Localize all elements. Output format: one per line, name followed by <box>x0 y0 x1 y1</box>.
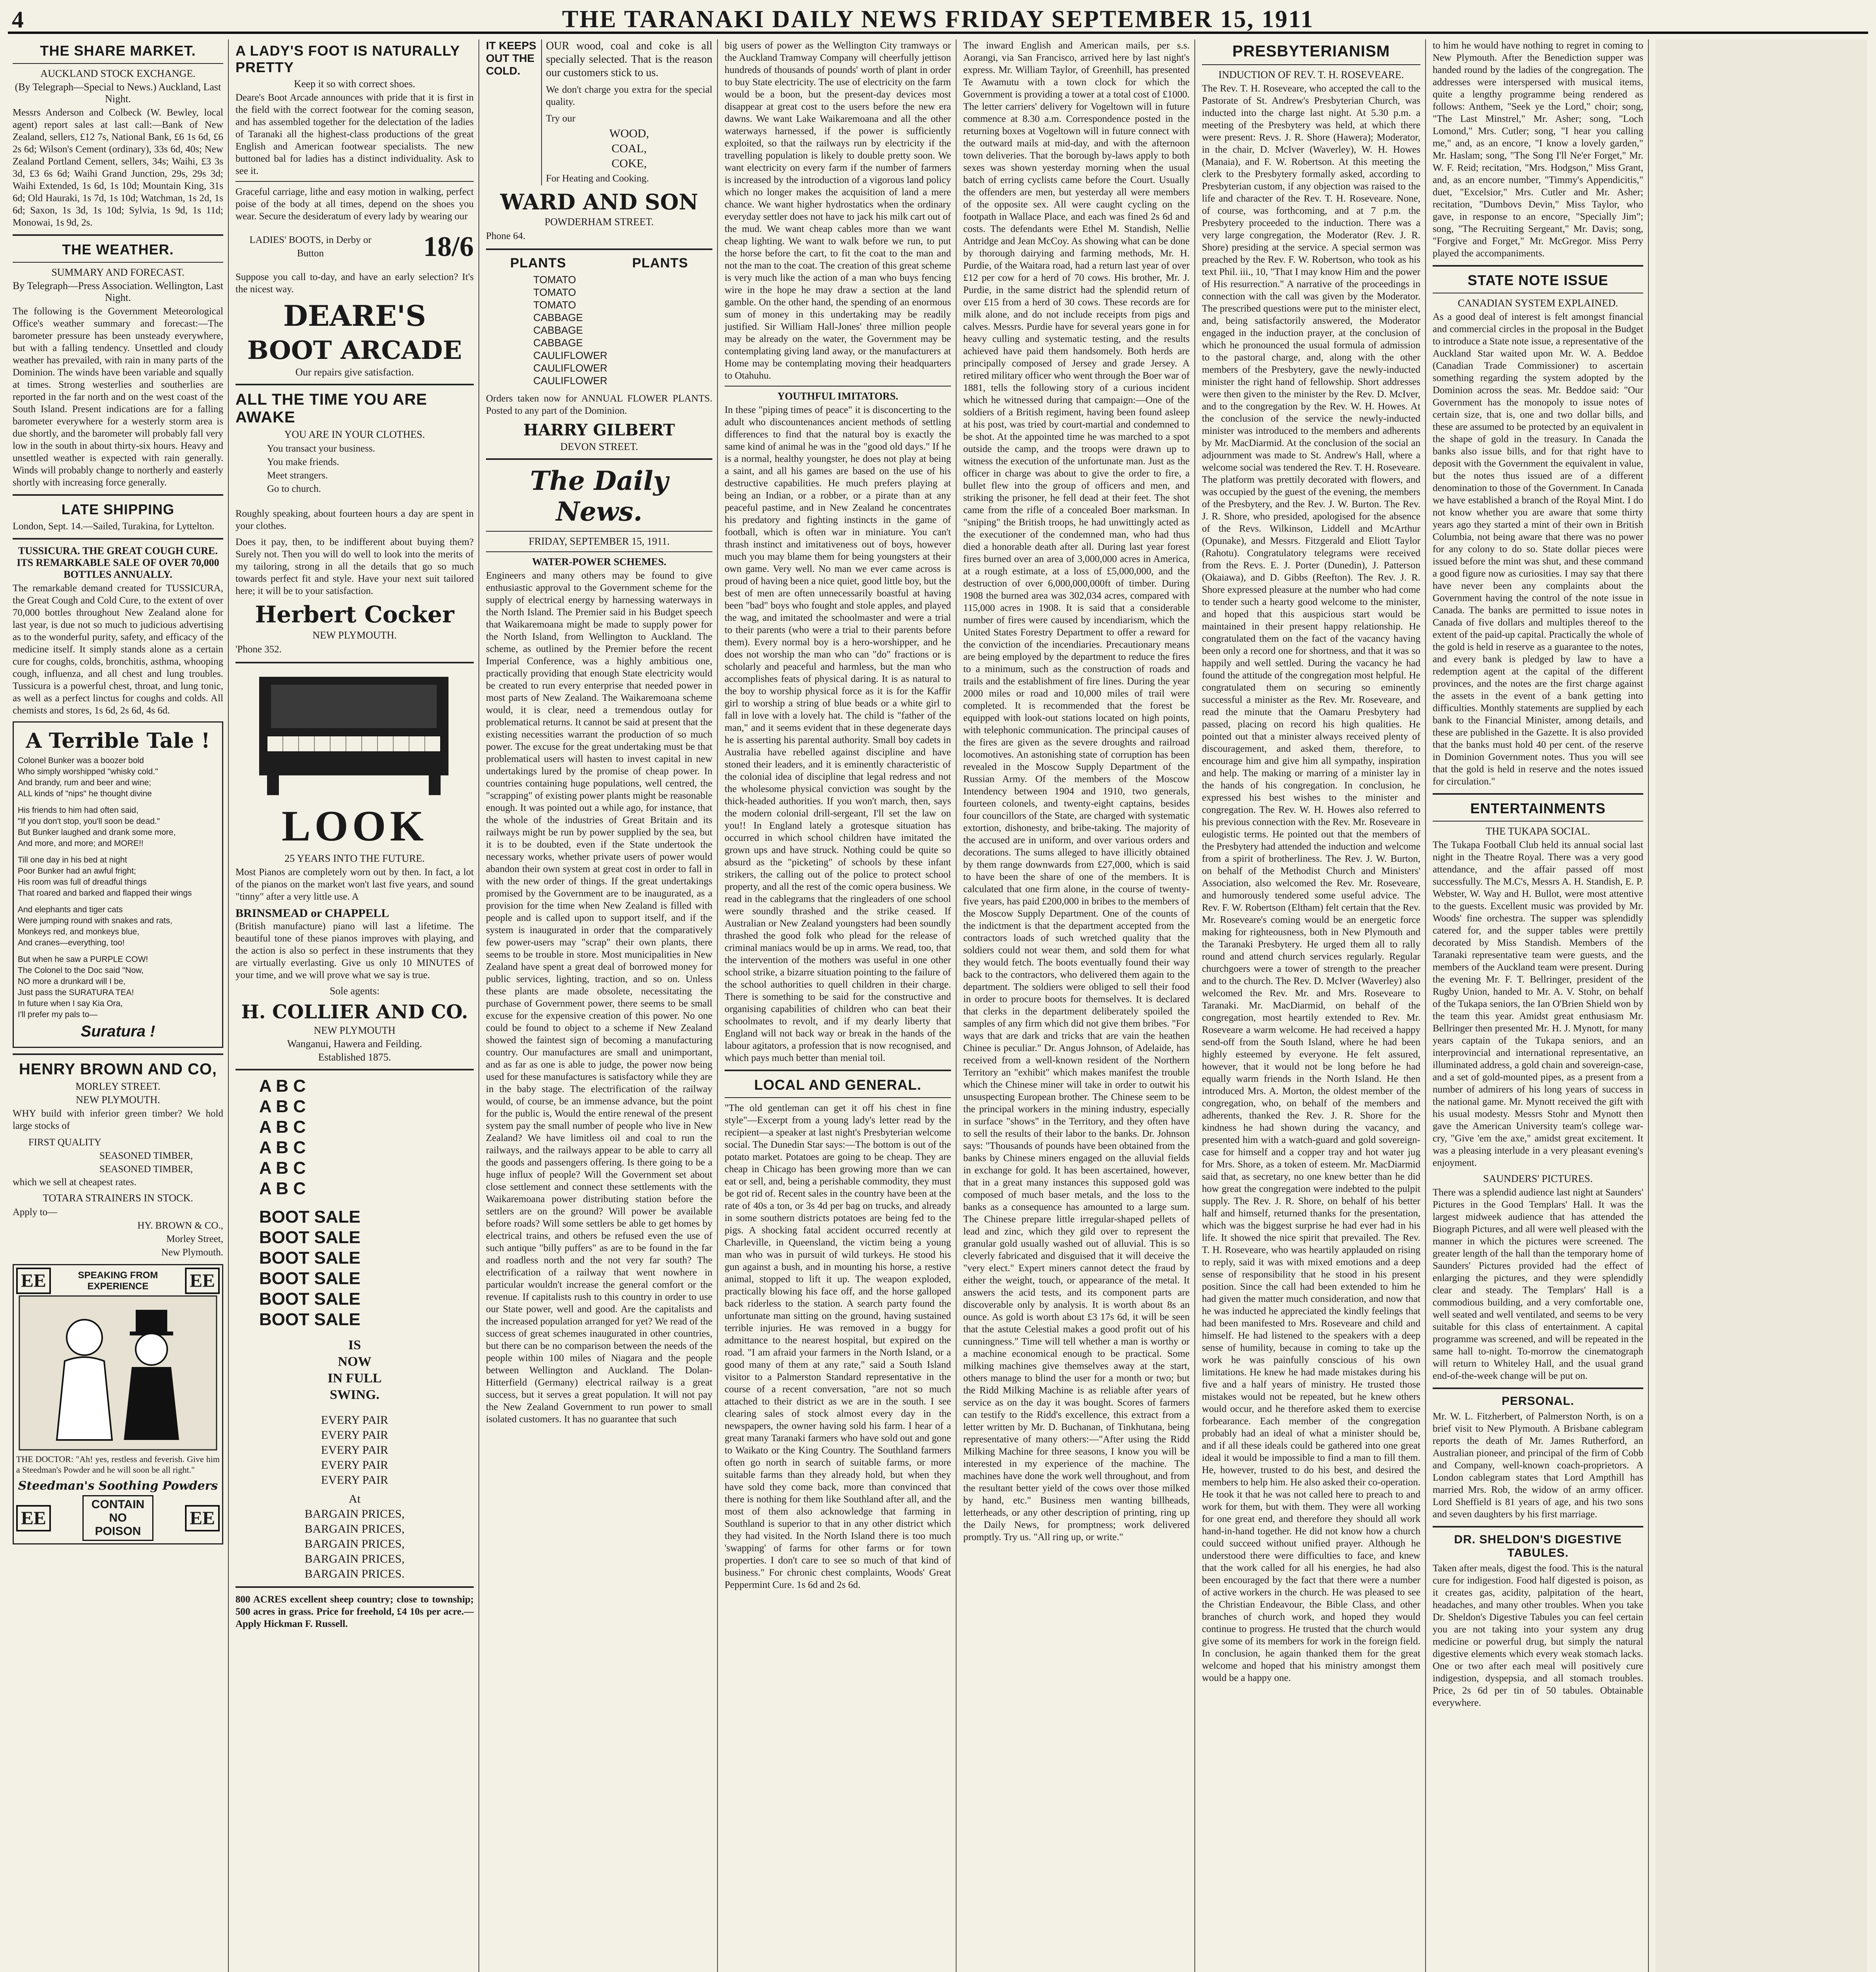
weather-telegraph: By Telegraph—Press Association. Wellington, Last Night. <box>13 280 223 303</box>
column-1 <box>8 39 229 1972</box>
tussicura-body: The remarkable demand created for TUSSICURA, the Great Cough and Cold Cure, to the extent of over 70,000 bottles throughout New Zealand alone for last year, is due not so much to judicious advertising as to the wonderful purity, safety, and efficacy of the medicine itself. It simply stands alone as a certain cure for coughs, colds, bronchitis, asthma, whooping cough, influenza, and all chest and lung troubles. Tussicura is a powerful chest, throat, and lung tonic, as well as a perfect linctus for coughs and colds. All chemists and stores, 1s 6d, 2s 6d, 4s 6d. <box>13 583 223 716</box>
water-power-continued: big users of power as the Wellington City tramways or the Auckland Tramway Company will cheerfully jettison hundreds of thousands of pounds' worth of plant in order to buy State electricity. The use of electricity on the farm would be a boon, but the present-day devices most disappear at great cost to the users before the new era dawns. We want Lake Waikaremoana and all the other waterways harnessed, if the power is sufficiently exploited, so that the railways run by electricity if the travelling population is likely to double pretty soon. We want electricity on every farm if the number of farmers is increased by the introduction of a vigorous land policy which no longer makes the acquisition of land a mere chance. We want higher hydrostatics when the ordinary everyday settler does not have to jack his milk cart out of the mud. We want cheap cables more than we want cheap lighting. We want to walk before we run, to put the horse before the cart, to fit the coat to the man and not the man to the coat. The creation of this great scheme is very much like the action of a man who buys fencing wire in the hope he may draw a section at the land gamble. On the other hand, the spending of an enormous sum of money in this undertaking may be readily justified. Sir William Hall-Jones' three million people may be already on the water, the Government may be contemplating giving land away, or the manufacturers at Home may be contemplating moving their headquarters to Otahuhu. <box>725 40 951 381</box>
poem-line: ALL kinds of "nips" he thought divine <box>18 789 152 798</box>
henry-brown-body: WHY build with inferior green timber? We hold large stocks of <box>13 1108 223 1131</box>
poem-line: And elephants and tiger cats <box>18 905 123 914</box>
boot-arcade-name: BOOT ARCADE <box>247 336 462 365</box>
plant-item: CAULIFLOWER <box>533 362 607 374</box>
henry-brown-address: Morley Street, <box>166 1234 223 1244</box>
share-market-heading: THE SHARE MARKET. <box>40 43 196 59</box>
herbert-cocker-name: Herbert Cocker <box>255 601 454 628</box>
poem-line: Colonel Bunker was a boozer bold <box>18 756 144 765</box>
totara-line: TOTARA STRAINERS IN STOCK. <box>43 1192 193 1204</box>
abc-line: A B C <box>259 1158 306 1178</box>
column-7 <box>1428 39 1649 1972</box>
poem-line: But Bunker laughed and drank some more, <box>18 828 176 837</box>
stock-exchange-subhead: AUCKLAND STOCK EXCHANGE. <box>40 68 196 79</box>
sheldon-heading: DR. SHELDON'S DIGESTIVE TABULES. <box>1454 1533 1622 1559</box>
awake-body2: Does it pay, then, to be indifferent about buying them? Surely not. Then you will do well to look into the merits of my tailoring, strong in all the details that go so much towards perfect fit and style. Have your next suit tailored here; it will be to your satisfaction. <box>235 537 474 596</box>
doctor-and-child-illustration <box>17 1294 219 1452</box>
sale-swing: SWING. <box>330 1387 379 1402</box>
ward-and-son-name: WARD AND SON <box>500 189 698 215</box>
awake-line: You transact your business. <box>267 443 375 454</box>
boot-price: 18/6 <box>423 231 474 262</box>
saunders-subhead: SAUNDERS' PICTURES. <box>1483 1173 1593 1184</box>
deares-name: DEARE'S <box>283 299 426 332</box>
poem-line: NO more a drunkard will I be, <box>18 977 126 986</box>
personal-heading: PERSONAL. <box>1501 1395 1575 1408</box>
gilbert-street: DEVON STREET. <box>560 441 638 452</box>
deare-body3: Suppose you call to-day, and have an early selection? It's the nicest way. <box>235 272 474 295</box>
suratura-brand: Suratura ! <box>80 1023 155 1040</box>
awake-heading: ALL THE TIME YOU ARE AWAKE <box>235 391 427 426</box>
heating-line: For Heating and Cooking. <box>546 173 649 184</box>
presbyterianism-body: The Rev. T. H. Roseveare, who accepted the call to the Pastorate of St. Andrew's Presbyterian Church, was inducted into the charge last night. At 5.30 p.m. a meeting of the Presbytery was held, at which there were present: Revs. J. R. Shore (Hawera); Moderator, in the chair, D. McIver (Waverley), W. H. Howes (Manaia), and F. W. Robertson. At this meeting the clerk to the Presbytery formally asked, according to Presbyterian custom, if any objection was raised to the life and character of the Rev. T. H. Roseveare. None, of course, was forthcoming, and at 7 p.m. the Presbytery proceeded to the induction. There was a very large congregation, the Moderator (Rev. J. R. Shore) presiding at the service. A special sermon was preached by the Rev. F. W. Robertson, who took as his text Phil. iii., 10, "That I may know Him and the power of His resurrection." A narrative of the proceedings in connection with the call was given by the Moderator. The prescribed questions were put to the minister elect, and, being satisfactorily answered, the Moderator engaged in the induction prayer, at the conclusion of which he pronounced the usual formula of admission to the pastoral charge, and, along with the other members of the Presbytery, gave the newly-inducted minister the right hand of fellowship. Short addresses were then given to the minister by the Rev. D. McIver, and to the congregation by the Rev. W. H. Howes. At the conclusion of the service the newly-inducted minister was introduced to the members and adherents by Mr. MacDiarmid. At the conclusion of the social an adjournment was made to St. Andrew's Hall, where a welcome social was tendered the Rev. T. H. Roseveare. The platform was prettily decorated with flowers, and was occupied by the guest of the evening, the members of the Presbytery, and the Rev. J. W. Burton. The Rev. J. R. Shore, who presided, apologised for the absence of the Revs. Wilkinson, Liddell and McArthur (Opunake), and Messrs. Fitzgerald and Eliott Taylor (Rahotu). Congratulatory telegrams were received from the Revs. E. J. Porter (Dunedin), J. Patterson (Okaiawa), and D. Gibbs (Reefton). The Rev. J. R. Shore expressed pleasure at the number who had come to tender such a hearty good welcome to the minister, and hoped that this auspicious start would be maintained in their present happy relationship. He congratulated them on the fact of the vacancy having been only a record one for shortness, and that it was so happily and well settled. During the vacancy he had found the attitude of the congregation most helpful. He congratulated them on securing so eminently successful a minister as the Rev. Mr. Roseveare, and read the minute that the Oamaru Presbytery had passed, placing on record his high qualities. He pointed out that a minister always received plenty of discouragement, and asked them, therefore, to encourage him and give him all sympathy, inspiration and help. The making or marring of a minister lay in the hands of his congregation. In conclusion, he expressed his best wishes to the minister and congregation. The Rev. W. H. Howes also referred to his previous connection with the Rev. Mr. Roseveare in eulogistic terms. He pointed out that the members of the Presbytery had attended the induction and welcome from a spirit of brotherliness. The Rev. J. W. Burton, on behalf of the Methodist Church and Ministers' Association, also welcomed the Rev. Mr. Roseveare, and humorously tendered some useful advice. The Rev. F. W. Robertson (Eltham) felt certain that the Rev. Mr. Roseveare's coming would be an energetic force making for righteousness, both in New Plymouth and the Taranaki Presbytery. He urged them all to rally round and attend church services regularly. Regular churchgoers were a tower of strength to the preacher and to the church. The Rev. D. McIver (Waverley) also welcomed the Rev. Mr. and Mrs. Roseveare to Taranaki. Mr. MacDiarmid, on behalf of the congregation, most heartily extended to Rev. Mr. Roseveare a warm welcome. He had received a happy send-off from the South Island, where he had been highly esteemed by everyone. He felt assured, however, that it would not be long before he had equally warm friends in the North Island. He then introduced Mrs. A. Morton, the oldest member of the congregation, who, on behalf of the members and adherents, thanked the Rev. J. R. Shore for the kindness he had shown during the vacancy, and presented him with a watch-guard and gold sovereign-case for himself and a copper tray and hot water jug for Mrs. Shore, as a token of esteem. Mr. MacDiarmid said that, as secretary, no one knew better than he did how great the congregation were indebted to the pulpit supply. The Rev. J. R. Shore, on behalf of his better half and himself, returned thanks for the presentation, which was the biggest surprise he had ever had in his life. It showed the nice spirit that prevailed. The Rev. T. H. Roseveare, who was heartily applauded on rising to reply, said it was with mixed emotions and a deep sense of responsibility that he stood in his present position. Since the call had been extended to him he had given the matter much consideration, and now that he was inducted he appreciated the kindly feelings that had been manifested to Mrs. Roseveare and child and himself. He had listened to the speakers with a deep sense of humility, because in coming to take up the work he was painfully conscious of his own limitations. He knew he had made mistakes during his five and a half years of ministry. He trusted those mistakes would not be repeated, but he knew others would occur, and he therefore asked them to exercise forbearance. Each member of the congregation probably had an ideal of what a minister should be, and if all these ideals could be gathered into one great ideal it would be impossible to find a man to fill them. He, however, trusted to do his best, and desired the members to help him. He also asked their co-operation. He took it that he was not called here to preach to and work for them, but with them. They were all working for one great end, and therefore they should all work hand-in-hand together. He did not know how a church could succeed without unified prayer. Although he understood there were difficulties to face, and knew that the work called for all his energies, he had also been encouraged by the fact that there were a number of active workers in the church. He was pleased to see the Christian Endeavour, the Bible Class, and other branches of church work, and hoped they would continue to progress. He trusted that the church would give some of its members for work in the foreign field. In conclusion, he again thanked them for the great welcome and hoped that his ministry amongst them would be a happy one. <box>1202 83 1421 1683</box>
abc-line: A B C <box>259 1076 306 1096</box>
newspaper-title: THE TARANAKI DAILY NEWS FRIDAY SEPTEMBER 15, 1911 <box>562 6 1314 33</box>
column-4 <box>720 39 957 1972</box>
plant-item: TOMATO <box>533 299 576 311</box>
poem-line: "If you don't stop, you'll soon be dead." <box>18 817 160 826</box>
deare-sub: Keep it so with correct shoes. <box>294 78 415 90</box>
plants-order: Orders taken now for ANNUAL FLOWER PLANTS. Posted to any part of the Dominion. <box>486 393 712 416</box>
every-pair-line: EVERY PAIR <box>321 1429 389 1442</box>
henry-brown-body2: which we sell at cheapest rates. <box>13 1177 136 1188</box>
badge-line: NO <box>109 1511 127 1524</box>
column-2 <box>231 39 479 1972</box>
badge-line: CONTAIN <box>91 1498 145 1511</box>
badge-line: POISON <box>95 1525 141 1538</box>
ee-logo: EE <box>185 1505 220 1531</box>
boot-sale-line: BOOT SALE <box>259 1248 361 1268</box>
share-telegraph: (By Telegraph—Special to News.) Auckland, Last Night. <box>15 81 221 105</box>
ee-logo: EE <box>185 1268 220 1294</box>
ward-street: POWDERHAM STREET. <box>544 216 654 228</box>
ee-logo: EE <box>16 1268 51 1294</box>
coke-item: COKE, <box>611 157 647 170</box>
deare-body2: Graceful carriage, lithe and easy motion in walking, perfect poise of the body at all times, depend on the shoes you wear. Secure the desideratum of every lady by wearing our <box>235 187 474 222</box>
coal-item: COAL, <box>611 142 647 155</box>
induction-subhead: INDUCTION OF REV. T. H. ROSEVEARE. <box>1218 69 1404 80</box>
column-8-margin <box>1651 39 1872 1972</box>
poem-line: Just pass the SURATURA TEA! <box>18 988 134 997</box>
poem-line: And cranes—everything, too! <box>18 938 125 947</box>
henry-brown-title: HENRY BROWN AND CO, <box>19 1061 217 1078</box>
timber-line: SEASONED TIMBER, <box>99 1164 193 1175</box>
issue-date: FRIDAY, SEPTEMBER 15, 1911. <box>529 536 670 547</box>
tussicura-heading: TUSSICURA. THE GREAT COUGH CURE. ITS REMARKABLE SALE OF OVER 70,000 BOTTLES ANNUALLY. <box>17 545 219 580</box>
try-our: Try our <box>546 113 576 124</box>
cocker-town: NEW PLYMOUTH. <box>312 629 397 641</box>
doctor-quote: THE DOCTOR: "Ah! yes, restless and feverish. Give him a Steedman's Powder and he will soon be all right." <box>16 1454 220 1475</box>
collier-est: Established 1875. <box>318 1051 391 1063</box>
henry-brown-town: NEW PLYMOUTH. <box>76 1094 160 1106</box>
poem-line: Till one day in his bed at night <box>18 855 127 865</box>
wood-item: WOOD, <box>609 127 649 140</box>
plant-item: CABBAGE <box>533 324 583 336</box>
boot-sale-line: BOOT SALE <box>259 1310 361 1329</box>
bargain-line: BARGAIN PRICES, <box>305 1522 405 1535</box>
cocker-phone: 'Phone 352. <box>235 644 282 655</box>
terrible-tale-title: A Terrible Tale ! <box>26 729 210 753</box>
poem-line: The Colonel to the Doc said "Now, <box>18 966 144 975</box>
ee-logo: EE <box>16 1505 51 1531</box>
every-pair-line: EVERY PAIR <box>321 1414 389 1427</box>
awake-line: You make friends. <box>267 457 339 467</box>
ladies-boots-line: LADIES' BOOTS, in Derby or Button <box>249 234 372 259</box>
wood-body: OUR wood, coal and coke is all specially selected. That is the reason our customers stick to us. <box>546 40 712 79</box>
poem-line: And brandy, rum and beer and wine; <box>18 778 151 787</box>
collier-branch: Wanganui, Hawera and Feilding. <box>287 1038 422 1049</box>
collier-name: H. COLLIER AND CO. <box>241 1001 468 1023</box>
harry-gilbert-name: HARRY GILBERT <box>523 421 675 439</box>
sheldon-body: Taken after meals, digest the food. This is the natural cure for indigestion. Food half digested is poison, as it creates gas, acidity, palpitation of the heart, headaches, and many other troubles. When you take Dr. Sheldon's Digestive Tabules you can feel certain you are not taking into your system any drug medicine or powerful drug, but simply the natural digestive elements which every weak stomach lacks. One or two after each meal will positively cure indigestion, dyspepsia, and all stomach troubles. Price, 2s 6d per tin of 50 tabules. Obtainable everywhere. <box>1433 1563 1643 1708</box>
plant-item: CAULIFLOWER <box>533 349 607 361</box>
awake-sub: YOU ARE IN YOUR CLOTHES. <box>284 429 425 440</box>
plants-heading: PLANTS PLANTS <box>510 256 688 271</box>
acres-advert: 800 ACRES excellent sheep country; close to township; 500 acres in grass. Price for freehold, £4 10s per acre.—Apply Hickman F. Russell. <box>235 1594 474 1629</box>
abc-line: A B C <box>259 1179 306 1198</box>
water-power-body: Engineers and many others may be found to give enthusiastic approval to the Government scheme for the supply of electrical energy by harnessing waterways in the North Island. The Premier said in his Budget speech that Waikaremoana might be made to supply power for the North Island, from Wellington to Auckland. The scheme, as outlined by the Premier before the recent Imperial Conference, was a highly ambitious one, practically providing that enough State electricity would be created to run every enterprise that needed power in most parts of New Zealand. The Waikaremoana scheme would, it is clear, need a tremendous outlay for problematical returns. It cannot be said at present that the existing necessities warrant the production of so much power. The excuse for the great undertaking must be that problematical users will hasten to invest capital in new undertakings lured by the promise of cheap power. In countries containing huge populations, well centred, the "scrapping" of existing power plants might be reasonable enough. It was pointed out a while ago, for instance, that the whole of the industries of Great Britain and its railways might be run by power supplied by the sea, but it is to be doubted, even if the State undertook the necessary works, whether private users of power would abandon their own system at great cost in order to fall in with the new order of things. If the great undertakings promised by the Government are to be inaugurated, as a provision for the time when New Zealand is filled with people and is called upon to support itself, and if the system is inaugurated in order that the comparatively few power-users may "scrap" their own plants, there seems to be trouble in store. Most municipalities in New Zealand have spent a great deal of borrowed money for public services, lighting, traction, and so on. Unless these plants are made obsolete, necessitating the purchase of Government power, there seems to be small excuse for the expensive creation of this power. No one could be found to object to a scheme if New Zealand showed the faintest sign of becoming a manufacturing country. Our manufactures are small and unimportant, and as far as one is able to judge, the power now being used for these manufactures is satisfactory while they are in the baby stage. The electrification of the railway would, of course, be an immense advance, but the point for the public is, Would the entire renewal of the present system pay the small number of people who live in New Zealand? We have limitless oil and coal to run the railways, and the railways appear to be able to carry all the goods and passengers offering. Is there going to be a huge influx of people? Will the Government set about close settlement and connect these settlements with the Waikaremoana power distributing station before the settlers are on the ground? Will power be available before roads? Will some settlers be able to get homes by electrical trains, and others be refused even the use of such antique "billy puffers" as are to be found in the far and roadless north and the not very far south? The electrification of a railway that went nowhere in particular wouldn't increase the general comfort or the revenue. If capitalists rush to this country in order to use our State power, well and good. Are the capitalists and the increased population arranged for yet? We read of the success of great schemes inaugurated in other countries, but there can be no comparison between the needs of the people within 100 miles of Niagara and the people between Wellington and Auckland. The Dolan-Hitterfield (Germany) electrical railway is a great success, but it serves a great population. It will not pay the New Zealand Government to run power to small isolated customers. It has no guarantee that such <box>486 570 712 1425</box>
deare-body: Deare's Boot Arcade announces with pride that it is first in the field with the correct footwear for the coming season, and has assembled together for the delectation of the ladies of Taranaki all the highest-class productions of the great English and American footwear specialists. The new buttoned bal for ladies has a distinct individuality. Ask to see it. <box>235 92 474 176</box>
youthful-imitators-heading: YOUTHFUL IMITATORS. <box>777 390 899 402</box>
awake-line: Meet strangers. <box>267 470 328 481</box>
poem-line: His room was full of dreadful things <box>18 878 147 887</box>
poem-line: But when he saw a PURPLE COW! <box>18 955 148 964</box>
poem-line: Monkeys red, and monkeys blue, <box>18 927 140 936</box>
contain-no-poison-badge <box>82 1495 153 1541</box>
steedmans-brand: Steedman's Soothing Powders <box>18 1479 218 1493</box>
poem-line: And more, and more; and MORE!! <box>18 839 144 848</box>
column-6 <box>1197 39 1426 1972</box>
share-market-body: Messrs Anderson and Colbeck (W. Bewley, local agent) report sales at last call:—Bank of New Zealand, sellers, £12 7s, National Bank, £6 1s 6d, £6 2s 6d; Wilson's Cement (ordinary), 33s 6d, 40s; New Zealand Portland Cement, sellers, 34s; Waihi, £3 3s 3d, £3 6s 6d; Waihi Grand Junction, 29s, 29s 3d; Waihi Extended, 1s 6d, 1s 10d; Mountain King, 31s 6d; Old Hauraki, 1s 7d, 1s 10d; Watchman, 1s 2d, 1s 6d; Saxon, 1s 3d, 1s 10d; Sylvia, 1s 9d, 1s 11d; Monowai, 1s 9d, 2s. <box>13 107 223 228</box>
terrible-tale-poem <box>18 755 218 1020</box>
keeps-out-cold: IT KEEPS OUT THE COLD. <box>486 39 536 77</box>
sale-is: IS <box>348 1338 361 1352</box>
boot-sale-line: BOOT SALE <box>259 1269 361 1288</box>
timber-line: FIRST QUALITY <box>28 1137 101 1148</box>
presbyterianism-continued: to him he would have nothing to regret in coming to New Plymouth. After the Benediction supper was handed round by the ladies of the congregation. The addresses were interspersed with musical items, quite a lengthy programme being rendered as follows: Anthem, "Seek ye the Lord," choir; song, "The Last Minstrel," Mr. Asher; song, "Loch Lomond," Mrs. Cutler; song, "I hear you calling me," and, as an encore, "I know a lovely garden," Mr. Haslam; song, "The Song I'll Ne'er Forget," Mr. W. F. Reid; recitation, "Mrs. Hodgson," Miss Grant, and, as an encore number, "Timmy's Appendicitis," duet, "Excelsior," Mrs. Cutler and Mr. Asher; recitation, "Dumbovs Devin," Miss Taylor, who gave, in response to an encore, "Specially Jim"; song, "The Recruiting Sergeant," Mr. Davis; song, "Forgive and Forget," Mr. McGregor. Miss Perry played the accompaniments. <box>1433 40 1643 259</box>
shipping-heading: LATE SHIPPING <box>61 501 175 517</box>
personal-body: Mr. W. L. Fitzherbert, of Palmerston North, is on a brief visit to New Plymouth. A Brisbane cablegram reports the death of Mr. James Rutherford, an Australian pioneer, and principal of the firm of Cobb and Company, well-known coach-proprietors. A London cablegram states that Lord Ampthill has married Mrs. Rob, the widow of an army officer. Lord Sheffield is 81 years of age, and his two sons and seven daughters by his first marriage. <box>1433 1411 1643 1520</box>
sale-now: NOW <box>338 1354 372 1369</box>
bargain-line: BARGAIN PRICES. <box>305 1567 405 1580</box>
local-general-heading: LOCAL AND GENERAL. <box>754 1077 921 1093</box>
local-general-continued: The inward English and American mails, per s.s. Aorangi, via San Francisco, arrived here by last night's express. Mr. William Taylor, of Greenhill, has presented Te Awamutu with a town clock for which the Government is providing a tower at a total cost of £1000. The letter carriers' delivery for Vogeltown will in future commence at 8.30 a.m. Correspondence posted in the returning boxes at Vogeltown will in future connect with the outward mails at mid-day, and with the afternoon town deliveries. That the borough by-laws apply to both sexes was shown yesterday morning when the usual batch of erring cyclists came before the Court. Usually the offenders are men, but yesterday all were members of the opposite sex. All were caught cycling on the footpath in Wallace Place, and each was fined 2s 6d and costs. The defendants were Ethel M. Standish, Nellie Antridge and Jean McCoy. As showing what can be done by thorough dairying and farming methods, Mr. H. Purdie, of the Waitara road, had a return last year of over £12 per cow for a herd of 70 cows. His brother, Mr. J. Purdie, in the same district had the splendid return of over £15 from a herd of 30 cows. These records are for milk alone, and do not include receipts from pigs and calves. Messrs. Purdie have for several years gone in for heavy culling and systematic testing, and the results achieved have paid them handsomely. Both herds are principally composed of Jersey and grade Jersey. A retired military officer who went through the Boer war of 1881, tells the following story of a curious incident which he witnessed during that campaign:—One of the soldiers of a British regiment, having been found asleep at his post, was tried by court-martial and condemned to be shot. At the appointed time he was marched to a spot outside the camp, and the troops were drawn up to witness the execution of the unfortunate man. Just as the officer in charge was about to give the order to fire, a bullet flew into the group of officers and men, and striking the prisoner, he fell dead at their feet. The shot came from the rifle of a concealed Boer marksman. In "sniping" the British troops, he had unwittingly acted as the executioner of the condemned man, who had thus died a honorable death after all. During last year forest fires burned over an area of 3,000,000 acres in America, at a rough estimate, at a loss of £5,000,000, and the destruction of over 6,000,000,000ft of timber. During 1908 the burned area was 302,034 acres, compared with 115,000 acres in 1908. It is said that a considerable number of fires were caused by incendiarism, which the United States Forestry Department to offer a reward for the conviction of the incendiaries. Precautionary means are being employed by the department to reduce the fires to a minimum, such as the construction of roads and trails and the establishment of fire lines. During the year 2000 miles or road and 10,000 miles of trail were completed. It is recommended that the forest be equipped with look-out stations located on high points, with telephonic communication. The principal causes of the fires are given as the severe droughts and railroad locomotives. An astonishing state of corruption has been revealed in the Moscow Supply Department of the Russian Army. Of the members of the Moscow Intendency between 1904 and 1910, two generals, fourteen colonels, and twenty-eight captains, besides four councillors of the State, are charged with systematic extortion, dishonesty, and bribe-taking. The majority of the accused are in uniform, and over various orders and decorations. The sums alleged to have illicitly obtained by them range downwards from £27,000, which is said to have been the share of one of the members. It is calculated that one firm alone, in the course of twenty-five years, has paid £200,000 in bribes to the members of the Moscow Supply Department. One of the counts of the indictment is that the department accepted from the contractors loads of such wretched quality that the soldiers could not wear them, and sold them for what they would fetch. The boots eventually found their way back to the contractors, who delivered them again to the department. The soldiers were obliged to sell their food in order to procure boots for themselves. It is declared that clerks in the department deliberately spoiled the samples of any firm which did not give them bribes. "For ways that are dark and tricks that are vain the heathen Chinee is peculiar." Dr. Angus Johnson, of Adelaide, has received from a well-known resident of the Northern Territory an "exhibit" which makes manifest the trouble which the Chinese miner will take in order to outwit his unsuspecting European brother. The Chinese seem to be the principal workers in the mining industry, especially in surface "shows" in the Territory, and they often have to sell the results of their labor to the banks. Dr. Johnson says: "Thousands of pounds have been obtained from the banks by Chinese miners engaged on the alluvial fields in exchange for gold. It has been ascertained, however, that in a great many instances this supposed gold was composed of much baser metals, and the loss to the banks as a consequence has amounted to a large sum. The Chinese prepare little irregular-shaped pellets of lead and zinc, which they gild over to represent the granular gold usually washed out of alluvial. This is so cleverly fabricated and disguised that it will deceive the "very elect." Expert miners cannot detect the fraud by either the weight, touch, or appearance of the metal. It answers the acid tests, and its component parts are discoverable only by analysis. It is worth about 8s an ounce. As gold is worth about £3 17s 6d, it will be seen that the astute Celestial makes a good profit out of his cunningness." Time will tell whether a man is worthy or a machine economical enough to be practical. Some milking machines give themselves away at the start, others manage to blind the user for a month or two; but the Ridd Milking Machine is as reliable after years of service as on the day it was bought. Scores of farmers can testify to the Ridd's excellence, this extract from a letter written by Mr. D. Buchanan, of Tinkhutana, being representative of many others:—"After using the Ridd Milking Machine for three seasons, I know you will be interested in my experience of the machine. The machines have done the work well throughout, and from the resultant better yield of the cows over those milked by hand, etc." Business men wanting billheads, letterheads, or any other description of printing, ring up the Daily News, for promptness; work delivered promptly. Try us. "All ring up, or write." <box>963 40 1190 1542</box>
poem-line: In future when I say Kia Ora, <box>18 999 123 1008</box>
suratura-advert <box>13 721 223 1048</box>
every-pair-line: EVERY PAIR <box>321 1444 389 1457</box>
collier-town: NEW PLYMOUTH <box>314 1025 396 1036</box>
apply-label: Apply to— <box>13 1207 58 1218</box>
boot-sale-line: BOOT SALE <box>259 1207 361 1227</box>
entertainments-heading: ENTERTAINMENTS <box>1470 800 1606 816</box>
water-power-heading: WATER-POWER SCHEMES. <box>532 556 667 568</box>
piano-illustration <box>235 669 472 799</box>
brinsmead-body: (British manufacture) piano will last a lifetime. The beautiful tone of these pianos improves with playing, and the action is also so perfect in these instruments that they are virtually everlasting. Give us only 10 MINUTES of your time, and we will prove what we say is true. <box>235 921 474 980</box>
tukapa-subhead: THE TUKAPA SOCIAL. <box>1485 825 1590 837</box>
repairs-line: Our repairs give satisfaction. <box>295 366 414 378</box>
abc-line: A B C <box>259 1097 306 1116</box>
awake-body: Roughly speaking, about fourteen hours a day are spent in your clothes. <box>235 508 474 531</box>
at-label: At <box>349 1492 361 1505</box>
canadian-system-subhead: CANADIAN SYSTEM EXPLAINED. <box>1457 297 1618 309</box>
bargain-line: BARGAIN PRICES, <box>305 1552 405 1565</box>
blank-margin <box>1656 39 1867 1972</box>
timber-line: SEASONED TIMBER, <box>99 1150 193 1161</box>
look-title: LOOK <box>281 802 428 850</box>
poem-line: Who simply worshipped "whisky cold." <box>18 767 158 776</box>
look-body: Most Pianos are completely worn out by then. In fact, a lot of the pianos on the market won't last five years, and sound "tinny" after a very little use. A <box>235 867 474 902</box>
henry-brown-address: HY. BROWN & CO., <box>137 1220 223 1231</box>
tukapa-body: The Tukapa Football Club held its annual social last night in the Theatre Royal. There was a very good attendance, and the affair passed off most successfully. The M.C's, Messrs A. H. Standish, E. P. Webster, W. Way and H. Bullot, were most attentive to the guests. Excellent music was provided by Mr. Woods' fine orchestra. The supper was splendidly catered for, and the supper tables were prettily decorated by Miss Standish. Members of the Taranaki representative team were guests, and the members of the Auckland team were present. During the evening Mr. F. T. Bellringer, president of the Rugby Union, handed to Mr. A. V. Stohr, on behalf of the Tukapa seniors, the Ian O'Brien Shield won by the team this year. Amidst great enthusiasm Mr. Bellringer then presented Mr. H. J. Mynott, for many years captain of the Tukapa seniors, and an interprovincial and international representative, an illuminated address, a gold chain and sovereign-case, and a set of gold-mounted pipes, as a present from a number of admirers of his long years of success in the national game. Mr. Mynott received the gift with his usual modesty. Messrs Stohr and Mynott then gave the American University team's college war-cry, "Give 'em the axe," amidst great excitement. It was a pleasing interlude in a very pleasant evening's enjoyment. <box>1433 840 1643 1168</box>
page-number: 4 <box>12 7 24 33</box>
poem-line: Were jumping round with snakes and rats, <box>18 916 172 925</box>
bargain-line: BARGAIN PRICES, <box>305 1537 405 1550</box>
state-note-issue-body: As a good deal of interest is felt amongst financial and commercial circles in the proposal in the Budget to introduce a State note issue, a representative of the Auckland Star waited upon Mr. W. A. Beddoe (Canadian Trade Commissioner) to ascertain something regarding the system adopted by the Dominion across the seas. Mr. Beddoe said: "Our Government has the monopoly to issue notes of certain size, that is, one and two dollar bills, and these are assumed to be protected by an equivalent in the shape of gold in the treasury. In Canada the banks also issue bills, and for that right have to deposit with the Government the equivalent in value, but the notes thus issued are of a different denomination to those of the Government. In Canada we have established a branch of the Royal Mint. I do not know whether you are aware that some thirty years ago they started a mint of their own in British Columbia, not being aware that there was no power for any colony to do so. State dollar pieces were issued before the mint was shut, and these command a good figure now as curiosities. I may say that there have never been any complaints about the Government having the control of the note issue in Canada. The banks are permitted to issue notes in Canada of five dollars and multiples thereof to the extent of the paid-up capital. Practically the whole of the gold is held in reserve as a guarantee to the notes, and every bank is pledged by law to have a redemption agent at the capital of the different provinces, and the notes are the first charge against the assets in the event of a bank getting into difficulties. Monthly statements are supplied by each bank to the Financial Minister, among details, and these are published in the Gazette. It is also provided that the banks must hold 40 per cent. of the reserve in Dominion Government notes. Thus you will see that the gold is held in reserve and the notes issued for circulation." <box>1433 312 1643 787</box>
poem-line: I'll prefer my pals to— <box>18 1010 98 1019</box>
boot-sale-line: BOOT SALE <box>259 1228 361 1247</box>
wood-body2: We don't charge you extra for the special quality. <box>546 84 712 107</box>
shipping-body: London, Sept. 14.—Sailed, Turakina, for Lyttelton. <box>13 521 215 532</box>
abc-line: A B C <box>259 1117 306 1137</box>
every-pair-line: EVERY PAIR <box>321 1473 389 1486</box>
deare-lady-foot-heading: A LADY'S FOOT IS NATURALLY PRETTY <box>235 43 460 75</box>
plant-item: CABBAGE <box>533 337 583 349</box>
plant-item: CABBAGE <box>533 312 583 323</box>
weather-heading: THE WEATHER. <box>62 241 174 258</box>
boot-sale-line: BOOT SALE <box>259 1289 361 1309</box>
brinsmead-line: BRINSMEAD or CHAPPELL <box>235 907 389 920</box>
poem-line: His friends to him had often said, <box>18 806 138 815</box>
weather-body: The following is the Government Meteorological Office's weather summary and forecast:—The barometer pressure has been unsteady everywhere, but with a falling tendency. Unsettled and cloudy weather has prevailed, with rain in many parts of the Dominion. The winds have been variable and squally at times. Strong westerlies and southerlies are reported in the far north and on the west coast of the South Island. Present indications are for a falling barometer everywhere for a westerly storm area is due shortly, and the barometer will probably fall very low in the south in about thirty-six hours. Heavy and unsettled weather is expected with rain generally. Winds will probably change to northerly and easterly shortly with increasing force generally. <box>13 306 223 488</box>
weather-subhead: SUMMARY AND FORECAST. <box>51 267 185 278</box>
henry-brown-address: New Plymouth. <box>161 1247 223 1258</box>
column-3 <box>481 39 718 1972</box>
youthful-imitators-body: In these "piping times of peace" it is disconcerting to the adult who discountenances ancient methods of settling differences to find that the natural boy is exactly the same kind of animal he was in the "good old days." If he is a normal, healthy youngster, he does not play at being a saint, and all his games are based on the use of his destructive capabilities. He much prefers playing at being an Indian, or a robber, or a pirate than at any peaceful pastime, and in New Zealand he concentrates his predatory and fighting instincts in the game of football, which is often war in miniature. You can't thrash instinct and imitativeness out of boys, however much you may blame them for being youngsters at their own game. Very well. No man we ever came across is proud of having been a nice quiet, good little boy, but the best of men are often unnecessarily boastful at having been "bad" boys who fought and stole apples, and played the wag, and imitated the schoolmaster and were a trial to their parents (who were a trial to their parents before them). Every normal boy is a hero-worshipper, and he does not worship the man who can "do" fractions or is scholarly and peaceful and harmless, but the man who accomplishes feats of physical daring. It is as natural to the boy to worship physical force as it is for the Kaffir girl to worship a string of blue beads or a white girl to fall in love with a lovely hat. The child is "father of the man," and it seems evident that in these degenerate days he is asserting his parental authority. Small boy cadets in Australia have rebelled against discipline and have stoned their leaders, and it is eminently characteristic of the colonial idea of discipline that legal redress and not the wholesome physical conviction was sought by the thick-headed authorities. If you won't march, then, says the modern colonial drill-sergeant, I'll set the law on you!! In England lately a grotesque situation has occurred in which school children have imitated the grown ups and have struck. Nothing could be quite so absurd as the "picketing" of schools by these infant strikers, the calling out of the police to protect school property, and all the rest of the comic opera business. We read in the cablegrams that the ringleaders of one school were soundly thrashed and the strike ceased. If Australian or New Zealand youngsters had been soundly thrashed the good folk who plead for the release of criminal maniacs would be up in arms. We read, too, that the intervention of the mothers was useful in one other school strike, a bizarre situation pointing to the failure of the school authorities to quell children in their charge. There is something to be said for the constructive and organising capabilities of children who can beat their schoolmates to revolt, and if my dearly liberty that England will not back way or break in the hands of the labour agitators, a profession that is now recognised, and which pays much better than menial toil. <box>725 405 951 1063</box>
daily-news-nameplate: The Daily News. <box>530 465 669 527</box>
poem-line: Poor Bunker had an awful fright; <box>18 866 136 876</box>
awake-line: Go to church. <box>267 484 321 494</box>
ward-phone: Phone 64. <box>486 231 525 241</box>
masthead <box>8 4 1868 34</box>
bargain-line: BARGAIN PRICES, <box>305 1507 405 1520</box>
every-pair-line: EVERY PAIR <box>321 1458 389 1472</box>
plant-item: TOMATO <box>533 274 576 286</box>
sale-in-full: IN FULL <box>327 1371 382 1386</box>
column-5 <box>959 39 1195 1972</box>
plant-item: CAULIFLOWER <box>533 375 607 387</box>
local-general-body: "The old gentleman can get it off his chest in fine style"—Excerpt from a young lady's letter read by the recipient—a speaker at last night's Presbyterian welcome social. The Dunedin Star says:—The bottom is out of the potato market. Potatoes are going to be cheap. They are cheap in Chicago has been growing more than we can eat or sell, and, being a perishable commodity, they must be got rid of. Recent sales in the country have been at the rate of 40s a ton, or 3s 4d per bag on trucks, and already in some southern districts potatoes are being fed to the pigs. A shocking fatal accident occurred recently at Charleville, in Queensland, the victim being a young man who was in pursuit of wild turkeys. He stood his gun against a bush, and in mounting his horse, a restive animal, stopped to lift it up. The weapon exploded, practically blowing his face off, and the horse galloped back riderless to the station. A search party found the unfortunate man sitting on the ground, having sustained terrible injuries. He was removed in a buggy for admittance to the nearest hospital, but expired on the road. "I am afraid your farmers in the North Island, or a good many of them at any rate," said a South Island visitor to a Palmerston Standard representative in the course of a recent conversation, "are not so much attached to their district as we are in the south. I see clearing sales of stock almost every day in the newspapers, the owner having sold his farm. I hear of a great many Taranaki farmers who have sold out and gone to Waikato or the King Country. The Southland farmers often go north in search of suitable farms, or more suitable farms than they already hold, but when they have sold they come back, more than convinced that there is nothing for them like Southland after all, and the most of them also acknowledge that farming in Southland is superior to that in any other district which they had visited. In the North Island there is too much 'swapping' of farms for other farms or for town properties. I don't care to see so much of that kind of business." For chronic chest complaints, Woods' Great Peppermint Cure. 1s 6d and 2s 6d. <box>725 1103 951 1590</box>
state-note-issue-heading: STATE NOTE ISSUE <box>1467 272 1609 288</box>
sole-agents: Sole agents: <box>329 985 380 997</box>
speaking-from-experience: SPEAKING FROM EXPERIENCE <box>78 1270 158 1292</box>
henry-brown-street: MORLEY STREET. <box>75 1081 161 1092</box>
plant-item: TOMATO <box>533 286 576 298</box>
look-sub: 25 YEARS INTO THE FUTURE. <box>284 853 425 864</box>
presbyterianism-heading: PRESBYTERIANISM <box>1232 43 1390 60</box>
saunders-body: There was a splendid audience last night at Saunders' Pictures in the Good Templars' Hall. It was the largest midweek audience that has attended the Biograph Pictures, and all were well pleased with the manner in which the pictures were screened. The greater length of the hall than the temporary home of Saunders' Pictures provided had the effect of enlarging the pictures, and they were splendidly clear and steady. The Templars' Hall is a commodious building, and a very comfortable one, well seated and well ventilated, and seems to be very suitable for this class of entertainment. A capital programme was screened, and will be repeated in the same hall to-night. To-morrow the cinematograph will return to Whiteley Hall, and the usual grand end-of-the-week change will be put on. <box>1433 1187 1643 1381</box>
steedmans-advert <box>13 1264 223 1544</box>
poem-line: That roared and barked and flapped their wings <box>18 889 192 898</box>
abc-line: A B C <box>259 1138 306 1157</box>
